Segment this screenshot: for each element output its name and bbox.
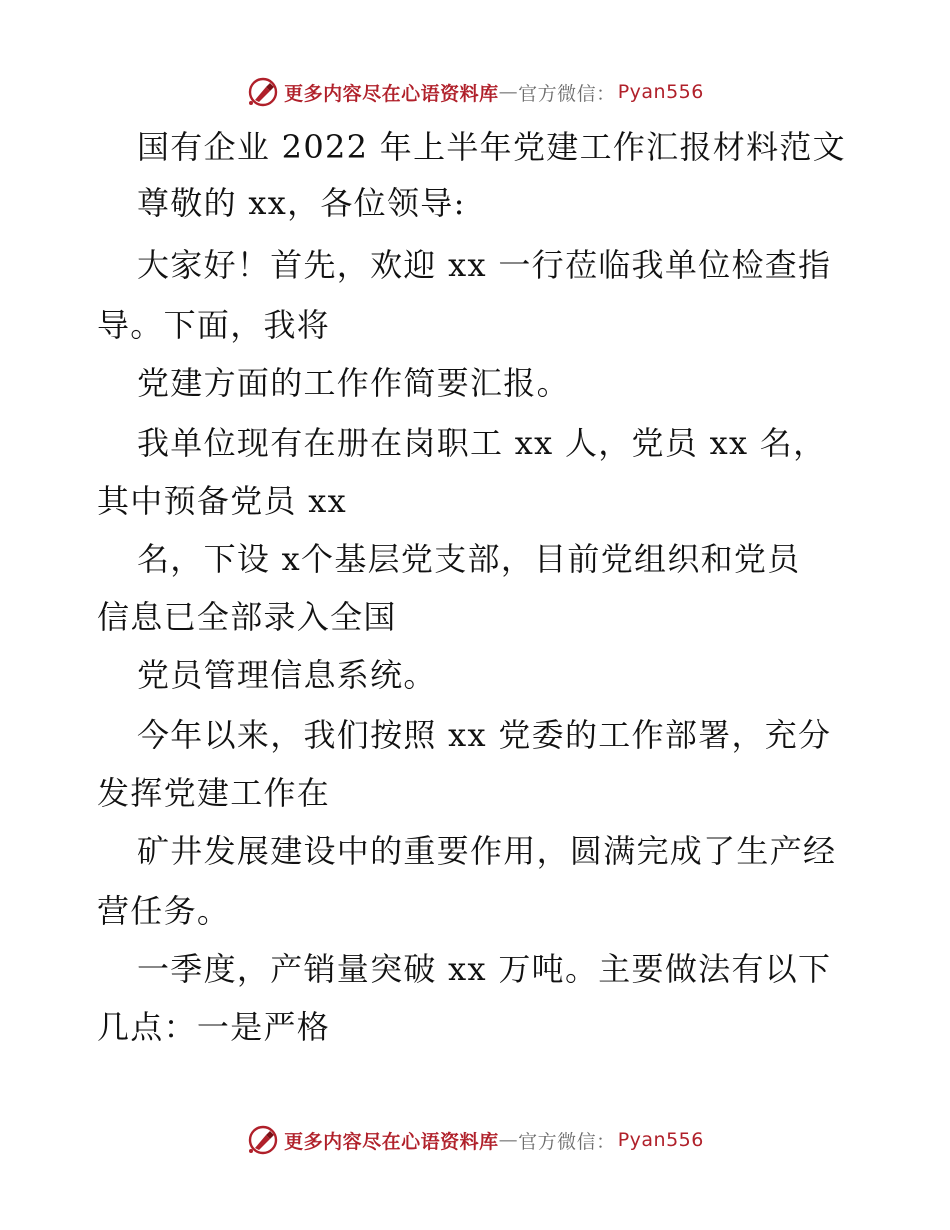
banner-dash: — xyxy=(498,1129,519,1151)
pen-nib-logo-icon xyxy=(246,1123,280,1157)
document-line: 几点：一是严格 xyxy=(97,1008,331,1046)
document-line: 信息已全部录入全国 xyxy=(97,598,397,636)
banner-wechat-id: Pyan556 xyxy=(617,81,704,103)
document-line: 党建方面的工作作简要汇报。 xyxy=(137,364,570,402)
document-line: 我单位现有在册在岗职工 xx 人，党员 xx 名， xyxy=(137,424,827,462)
banner-main-text: 更多内容尽在心语资料库 xyxy=(284,82,499,105)
document-line: 矿井发展建设中的重要作用，圆满完成了生产经 xyxy=(137,832,837,870)
pen-nib-logo-icon xyxy=(246,75,280,109)
banner-sub-text: 官方微信： xyxy=(518,1130,616,1153)
document-line: 一季度，产销量突破 xx 万吨。主要做法有以下 xyxy=(137,950,832,988)
document-line: 其中预备党员 xx xyxy=(97,482,347,520)
document-line: 今年以来，我们按照 xx 党委的工作部署，充分 xyxy=(137,716,832,754)
footer-watermark-banner xyxy=(0,1120,950,1160)
document-line: 名，下设 x个基层党支部，目前党组织和党员 xyxy=(137,540,801,578)
document-line: 尊敬的 xx，各位领导: xyxy=(137,184,466,222)
document-line: 党员管理信息系统。 xyxy=(137,656,437,694)
banner-main-text: 更多内容尽在心语资料库 xyxy=(284,1130,499,1153)
header-watermark-banner xyxy=(0,72,950,112)
document-title: 国有企业 2022 年上半年党建工作汇报材料范文 xyxy=(137,128,846,166)
banner-sub-text: 官方微信： xyxy=(518,82,616,105)
banner-dash: — xyxy=(498,81,519,103)
document-line: 大家好！首先，欢迎 xx 一行莅临我单位检查指 xyxy=(137,246,832,284)
banner-wechat-id: Pyan556 xyxy=(617,1129,704,1151)
document-line: 导。下面，我将 xyxy=(97,306,331,344)
document-line: 营任务。 xyxy=(97,892,231,930)
document-line: 发挥党建工作在 xyxy=(97,774,331,812)
